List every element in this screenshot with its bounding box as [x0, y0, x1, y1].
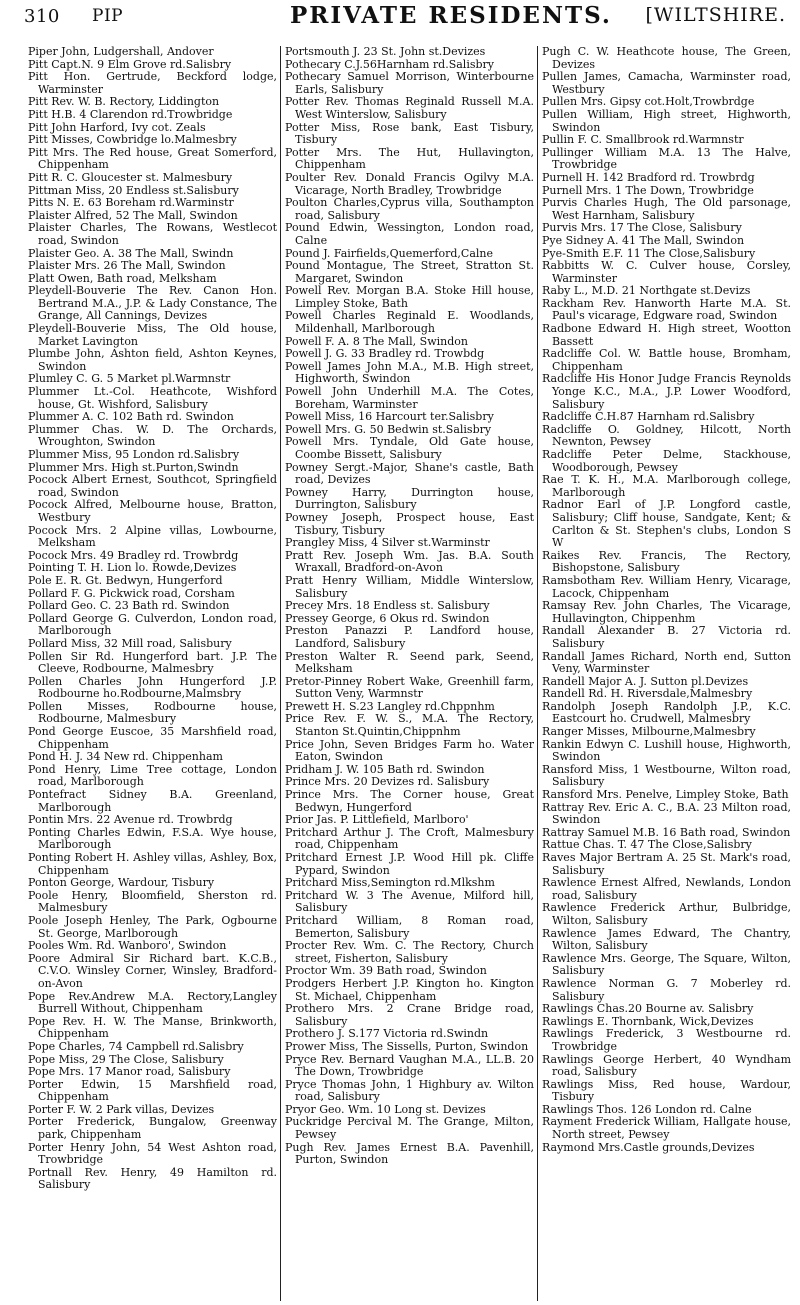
resident-entry: Rae T. K. H., M.A. Marlborough college, Marlborough [542, 473, 791, 499]
resident-entry: Prower Miss, The Sissells, Purton, Swindon [285, 1039, 529, 1053]
resident-entry: Rattue Chas. T. 47 The Close,Salisbry [542, 838, 752, 852]
resident-entry: Pryor Geo. Wm. 10 Long st. Devizes [285, 1102, 486, 1116]
resident-entry: Pullen James, Camacha, Warminster road, Westbury [542, 70, 791, 96]
resident-entry: Pond Henry, Lime Tree cottage, London road, Marlborough [28, 762, 277, 789]
resident-entry: Rawlence Mrs. George, The Square, Wilton, Salisbury [542, 951, 791, 978]
resident-entry: Randell Major A. J. Sutton pl.Devizes [542, 674, 749, 688]
resident-entry: Pothecary Samuel Morrison, Winterbourne Earls, Salisbury [285, 70, 534, 96]
resident-entry: Purvis Mrs. 17 The Close, Salisbury [542, 221, 742, 235]
resident-entry: Randall James Richard, North end, Sutton Veny, Warminster [542, 649, 791, 676]
resident-entry: Plaister Geo. A. 38 The Mall, Swindn [28, 246, 234, 260]
resident-entry: Pole E. R. Gt. Bedwyn, Hungerford [28, 573, 223, 587]
resident-entry: Ponton George, Wardour, Tisbury [28, 876, 215, 890]
resident-entry: Powell F. A. 8 The Mall, Swindon [285, 334, 468, 348]
resident-entry: Raves Major Bertram A. 25 St. Mark's road, Salisbury [542, 851, 791, 877]
resident-entry: Pitt Mrs. The Red house, Great Somerford, Chippenham [28, 145, 277, 172]
resident-entry: Powney Harry, Durrington house, Durrington, Salisbury [285, 485, 534, 512]
resident-entry: Purvis Charles Hugh, The Old parsonage, West Harnham, Salisbury [542, 196, 791, 222]
resident-entry: Portsmouth J. 23 St. John st.Devizes [285, 46, 486, 58]
page-title: PRIVATE RESIDENTS. [290, 2, 612, 29]
resident-entry: Ponting Charles Edwin, F.S.A. Wye house, Marlborough [28, 825, 277, 852]
resident-entry: Pothecary C.J.56Harnham rd.Salisbry [285, 57, 494, 71]
resident-entry: Pound J. Fairfields,Quemerford,Calne [285, 246, 493, 260]
resident-entry: Rattray Rev. Eric A. C., B.A. 23 Milton road, Swindon [542, 800, 791, 827]
resident-entry: Pollen Misses, Rodbourne house, Rodbourne, Malmesbury [28, 699, 277, 726]
resident-entry: Powney Sergt.-Major, Shane's castle, Bath road, Devizes [285, 460, 534, 487]
page-header [0, 0, 800, 42]
resident-entry: Procter Rev. Wm. C. The Rectory, Church street, Fisherton, Salisbury [285, 939, 534, 965]
resident-entry: Radcliffe Col. W. Battle house, Bromham, Chippenham [542, 347, 791, 373]
resident-entry: Pitts N. E. 63 Boreham rd.Warminstr [28, 196, 234, 210]
resident-entry: Ranger Misses, Milbourne,Malmesbry [542, 725, 756, 739]
resident-entry: Rawlings George Herbert, 40 Wyndham road, Salisbury [542, 1052, 791, 1079]
resident-entry: Pitt R. C. Gloucester st. Malmesbury [28, 170, 233, 184]
resident-entry: Radcliffe His Honor Judge Francis Reynolds Yonge K.C., M.A., J.P. Lower Woodford, Salisbury [542, 372, 791, 411]
resident-entry: Powell Rev. Morgan B.A. Stoke Hill house, Limpley Stoke, Bath [285, 284, 534, 310]
resident-entry: Rawlence Ernest Alfred, Newlands, London road, Salisbury [542, 876, 791, 902]
resident-entry: Powell John Underhill M.A. The Cotes, Boreham, Warminster [285, 385, 534, 411]
resident-entry: Pryce Thomas John, 1 Highbury av. Wilton road, Salisbury [285, 1077, 534, 1104]
resident-entry: Pound Edwin, Wessington, London road, Calne [285, 221, 534, 247]
resident-entry: Prangley Miss, 4 Silver st.Warminstr [285, 536, 490, 550]
resident-entry: Pitt Rev. W. B. Rectory, Liddington [28, 95, 220, 109]
resident-entry: Rawlings Frederick, 3 Westbourne rd. Trowbridge [542, 1027, 791, 1053]
resident-entry: Powell Mrs. G. 50 Bedwin st.Salisbry [285, 422, 492, 436]
resident-entry: Purnell H. 142 Bradford rd. Trowbrdg [542, 170, 755, 184]
resident-entry: Powell Miss, 16 Harcourt ter.Salisbry [285, 410, 494, 424]
resident-entry: Pitt Hon. Gertrude, Beckford lodge, Warminster [28, 70, 277, 96]
running-head: PIP [92, 6, 124, 26]
resident-entry: Pound Montague, The Street, Stratton St. Margaret, Swindon [285, 259, 534, 285]
resident-entry: Pleydell-Bouverie The Rev. Canon Hon. Bertrand M.A., J.P. & Lady Constance, The Grange, All Cannings, Devizes [28, 284, 277, 323]
resident-entry: Pullin F. C. Smallbrook rd.Warmnstr [542, 133, 744, 147]
resident-entry: Radcliffe C.H.87 Harnham rd.Salisbry [542, 410, 755, 424]
resident-entry: Poulton Charles,Cyprus villa, Southampton road, Salisbury [285, 196, 534, 222]
resident-entry: Rackham Rev. Hanworth Harte M.A. St. Paul's vicarage, Edgware road, Swindon [542, 296, 791, 323]
resident-entry: Plummer Lt.-Col. Heathcote, Wishford house, Gt. Wishford, Salisbury [28, 385, 277, 411]
resident-entry: Proctor Wm. 39 Bath road, Swindon [285, 964, 487, 978]
resident-entry: Pullinger William M.A. 13 The Halve, Trowbridge [542, 145, 791, 172]
county-heading: [WILTSHIRE. [645, 4, 786, 26]
resident-entry: Potter Rev. Thomas Reginald Russell M.A. West Winterslow, Salisbury [285, 95, 534, 121]
resident-entry: Pritchard Ernest J.P. Wood Hill pk. Cliffe Pypard, Swindon [285, 851, 534, 877]
resident-entry: Pritchard W. 3 The Avenue, Milford hill, Salisbury [285, 888, 534, 915]
resident-entry: Raymond Mrs.Castle grounds,Devizes [542, 1140, 755, 1154]
resident-entry: Pope Charles, 74 Campbell rd.Salisbry [28, 1039, 244, 1053]
page-number: 310 [24, 6, 60, 27]
resident-entry: Poulter Rev. Donald Francis Ogilvy M.A. Vicarage, North Bradley, Trowbridge [285, 170, 534, 197]
resident-entry: Plumley C. G. 5 Market pl.Warmnstr [28, 372, 231, 386]
resident-entry: Piper John, Ludgershall, Andover [28, 46, 214, 58]
resident-entry: Preston Walter R. Seend park, Seend, Melksham [285, 649, 534, 676]
resident-entry: Radbone Edward H. High street, Wootton Bassett [542, 322, 791, 348]
resident-entry: Pritchard William, 8 Roman road, Bemerton, Salisbury [285, 913, 534, 940]
resident-entry: Ramsay Rev. John Charles, The Vicarage, Hullavington, Chippenhm [542, 599, 791, 625]
resident-entry: Ramsbotham Rev. William Henry, Vicarage, Lacock, Chippenham [542, 573, 791, 600]
resident-entry: Ransford Mrs. Penelve, Limpley Stoke, Bath [542, 788, 789, 802]
resident-entry: Pollen Charles John Hungerford J.P. Rodbourne ho.Rodbourne,Malmsbry [28, 674, 277, 701]
resident-entry: Pollard Geo. C. 23 Bath rd. Swindon [28, 599, 230, 613]
resident-entry: Pocock Mrs. 2 Alpine villas, Lowbourne, Melksham [28, 523, 277, 550]
directory-column-2 [280, 46, 537, 1301]
resident-entry: Prince Mrs. 20 Devizes rd. Salisbury [285, 775, 490, 789]
directory-columns [24, 46, 794, 1301]
resident-entry: Plaister Alfred, 52 The Mall, Swindon [28, 208, 238, 222]
resident-entry: Pollard F. G. Pickwick road, Corsham [28, 586, 235, 600]
resident-entry: Radcliffe Peter Delme, Stackhouse, Woodborough, Pewsey [542, 448, 791, 474]
resident-entry: Pretor-Pinney Robert Wake, Greenhill farm, Sutton Veny, Warmnstr [285, 674, 534, 701]
resident-entry: Poole Henry, Bloomfield, Sherston rd. Malmesbury [28, 888, 277, 915]
resident-entry: Randall Alexander B. 27 Victoria rd. Salisbury [542, 624, 791, 650]
resident-entry: Prince Mrs. The Corner house, Great Bedwyn, Hungerford [285, 788, 534, 814]
resident-entry: Pritchard Arthur J. The Croft, Malmesbury road, Chippenham [285, 825, 534, 852]
resident-entry: Prothero Mrs. 2 Crane Bridge road, Salisbury [285, 1002, 534, 1028]
resident-entry: Prothero J. S.177 Victoria rd.Swindn [285, 1027, 489, 1041]
directory-column-3 [537, 46, 794, 1301]
resident-entry: Randolph Joseph Randolph J.P., K.C. Eastcourt ho. Crudwell, Malmesbry [542, 699, 791, 726]
resident-entry: Prodgers Herbert J.P. Kington ho. Kington St. Michael, Chippenham [285, 976, 534, 1003]
resident-entry: Pocock Alfred, Melbourne house, Bratton, Westbury [28, 498, 277, 524]
resident-entry: Powney Joseph, Prospect house, East Tisbury, Tisbury [285, 510, 534, 537]
resident-entry: Rabbitts W. C. Culver house, Corsley, Warminster [542, 259, 791, 285]
resident-entry: Randell Rd. H. Riversdale,Malmesbry [542, 687, 753, 701]
resident-entry: Pye Sidney A. 41 The Mall, Swindon [542, 233, 745, 247]
resident-entry: Pullen William, High street, Highworth, Swindon [542, 107, 791, 134]
resident-entry: Pridham J. W. 105 Bath rd. Swindon [285, 762, 485, 776]
resident-entry: Precey Mrs. 18 Endless st. Salisbury [285, 599, 490, 613]
resident-entry: Platt Owen, Bath road, Melksham [28, 271, 217, 285]
resident-entry: Porter Henry John, 54 West Ashton road, Trowbridge [28, 1140, 277, 1167]
resident-entry: Plumbe John, Ashton field, Ashton Keynes, Swindon [28, 347, 277, 373]
resident-entry: Pratt Rev. Joseph Wm. Jas. B.A. South Wraxall, Bradford-on-Avon [285, 548, 534, 575]
resident-entry: Plummer A. C. 102 Bath rd. Swindon [28, 410, 234, 424]
resident-entry: Porter F. W. 2 Park villas, Devizes [28, 1102, 215, 1116]
resident-entry: Rayment Frederick William, Hallgate house, North street, Pewsey [542, 1115, 791, 1142]
resident-entry: Radnor Earl of J.P. Longford castle, Salisbury; Cliff house, Sandgate, Kent; & Carlton & St. Stephen's clubs, London S W [542, 498, 791, 550]
resident-entry: Pope Mrs. 17 Manor road, Salisbury [28, 1065, 231, 1079]
resident-entry: Pope Rev. H. W. The Manse, Brinkworth, Chippenham [28, 1014, 277, 1041]
resident-entry: Rawlings Thos. 126 London rd. Calne [542, 1102, 752, 1116]
resident-entry: Poore Admiral Sir Richard bart. K.C.B., C.V.O. Winsley Corner, Winsley, Bradford-on-Avon [28, 951, 277, 990]
resident-entry: Rawlings Chas.20 Bourne av. Salisbry [542, 1002, 754, 1016]
resident-entry: Pontefract Sidney B.A. Greenland, Marlborough [28, 788, 277, 814]
resident-entry: Ponting Robert H. Ashley villas, Ashley, Box, Chippenham [28, 851, 277, 877]
resident-entry: Powell J. G. 33 Bradley rd. Trowbdg [285, 347, 485, 361]
resident-entry: Pitt Capt.N. 9 Elm Grove rd.Salisbry [28, 57, 232, 71]
resident-entry: Raby L., M.D. 21 Northgate st.Devizs [542, 284, 751, 298]
resident-entry: Plummer Mrs. High st.Purton,Swindn [28, 460, 239, 474]
resident-entry: Plaister Mrs. 26 The Mall, Swindon [28, 259, 226, 273]
resident-entry: Pye-Smith E.F. 11 The Close,Salisbury [542, 246, 756, 260]
resident-entry: Pullen Mrs. Gipsy cot.Holt,Trowbrdge [542, 95, 755, 109]
resident-entry: Pooles Wm. Rd. Wanboro', Swindon [28, 939, 227, 953]
resident-entry: Pond H. J. 34 New rd. Chippenham [28, 750, 223, 764]
resident-entry: Pope Rev.Andrew M.A. Rectory,Langley Burrell Without, Chippenham [28, 989, 277, 1016]
resident-entry: Pocock Mrs. 49 Bradley rd. Trowbrdg [28, 548, 239, 562]
resident-entry: Pitt John Harford, Ivy cot. Zeals [28, 120, 206, 134]
resident-entry: Pointing T. H. Lion lo. Rowde,Devizes [28, 561, 237, 575]
resident-entry: Prior Jas. P. Littlefield, Marlboro' [285, 813, 469, 827]
resident-entry: Portnall Rev. Henry, 49 Hamilton rd. Salisbury [28, 1165, 277, 1192]
resident-entry: Pittman Miss, 20 Endless st.Salisbury [28, 183, 239, 197]
resident-entry: Pritchard Miss,Semington rd.Mlkshm [285, 876, 495, 890]
resident-entry: Rattray Samuel M.B. 16 Bath road, Swindon [542, 825, 791, 839]
resident-entry: Rawlence Norman G. 7 Moberley rd. Salisbury [542, 976, 791, 1003]
resident-entry: Raikes Rev. Francis, The Rectory, Bishopstone, Salisbury [542, 548, 791, 575]
resident-entry: Rawlence Frederick Arthur, Bulbridge, Wilton, Salisbury [542, 901, 791, 927]
resident-entry: Powell Mrs. Tyndale, Old Gate house, Coombe Bissett, Salisbury [285, 435, 534, 461]
resident-entry: Powell James John M.A., M.B. High street, Highworth, Swindon [285, 359, 534, 386]
resident-entry: Price Rev. F. W. S., M.A. The Rectory, Stanton St.Quintin,Chippnhm [285, 712, 534, 739]
resident-entry: Pitt H.B. 4 Clarendon rd.Trowbridge [28, 107, 233, 121]
resident-entry: Plummer Chas. W. D. The Orchards, Wroughton, Swindon [28, 422, 277, 449]
resident-entry: Price John, Seven Bridges Farm ho. Water Eaton, Swindon [285, 737, 534, 764]
resident-entry: Plummer Miss, 95 London rd.Salisbry [28, 448, 240, 461]
resident-entry: Pressey George, 6 Okus rd. Swindon [285, 611, 490, 625]
resident-entry: Pugh Rev. James Ernest B.A. Pavenhill, Purton, Swindon [285, 1140, 534, 1167]
resident-entry: Pitt Misses, Cowbridge lo.Malmesbry [28, 133, 237, 147]
resident-entry: Pratt Henry William, Middle Winterslow, Salisbury [285, 573, 534, 600]
resident-entry: Plaister Charles, The Rowans, Westlecot road, Swindon [28, 221, 277, 247]
resident-entry: Pleydell-Bouverie Miss, The Old house, Market Lavington [28, 322, 277, 348]
resident-entry: Porter Edwin, 15 Marshfield road, Chippenham [28, 1077, 277, 1104]
resident-entry: Poole Joseph Henley, The Park, Ogbourne St. George, Marlborough [28, 913, 277, 940]
resident-entry: Powell Charles Reginald E. Woodlands, Mildenhall, Marlborough [285, 309, 534, 336]
resident-entry: Radcliffe O. Goldney, Hilcott, North Newnton, Pewsey [542, 422, 791, 449]
directory-column-1 [24, 46, 280, 1301]
resident-entry: Rawlings Miss, Red house, Wardour, Tisbury [542, 1077, 791, 1104]
resident-entry: Rawlence James Edward, The Chantry, Wilton, Salisbury [542, 926, 791, 953]
resident-entry: Pollard George G. Culverdon, London road, Marlborough [28, 611, 277, 638]
resident-entry: Pollard Miss, 32 Mill road, Salisbury [28, 636, 232, 650]
resident-entry: Rawlings E. Thornbank, Wick,Devizes [542, 1014, 754, 1028]
resident-entry: Pryce Rev. Bernard Vaughan M.A., LL.B. 20 The Down, Trowbridge [285, 1052, 534, 1079]
resident-entry: Porter Frederick, Bungalow, Greenway park, Chippenham [28, 1115, 277, 1142]
resident-entry: Potter Mrs. The Hut, Hullavington, Chippenham [285, 145, 534, 172]
resident-entry: Prewett H. S.23 Langley rd.Chppnhm [285, 699, 495, 713]
resident-entry: Pope Miss, 29 The Close, Salisbury [28, 1052, 224, 1066]
resident-entry: Rankin Edwyn C. Lushill house, Highworth, Swindon [542, 737, 791, 764]
resident-entry: Ransford Miss, 1 Westbourne, Wilton road, Salisbury [542, 762, 791, 789]
resident-entry: Pocock Albert Ernest, Southcot, Springfield road, Swindon [28, 473, 277, 499]
resident-entry: Pugh C. W. Heathcote house, The Green, Devizes [542, 46, 791, 71]
resident-entry: Potter Miss, Rose bank, East Tisbury, Tisbury [285, 120, 534, 147]
resident-entry: Preston Panazzi P. Landford house, Landford, Salisbury [285, 624, 534, 650]
resident-entry: Puckridge Percival M. The Grange, Milton, Pewsey [285, 1115, 534, 1142]
resident-entry: Pontin Mrs. 22 Avenue rd. Trowbrdg [28, 813, 233, 827]
resident-entry: Pond George Euscoe, 35 Marshfield road, Chippenham [28, 725, 277, 751]
resident-entry: Purnell Mrs. 1 The Down, Trowbridge [542, 183, 754, 197]
resident-entry: Pollen Sir Rd. Hungerford bart. J.P. The Cleeve, Rodbourne, Malmesbry [28, 649, 277, 676]
